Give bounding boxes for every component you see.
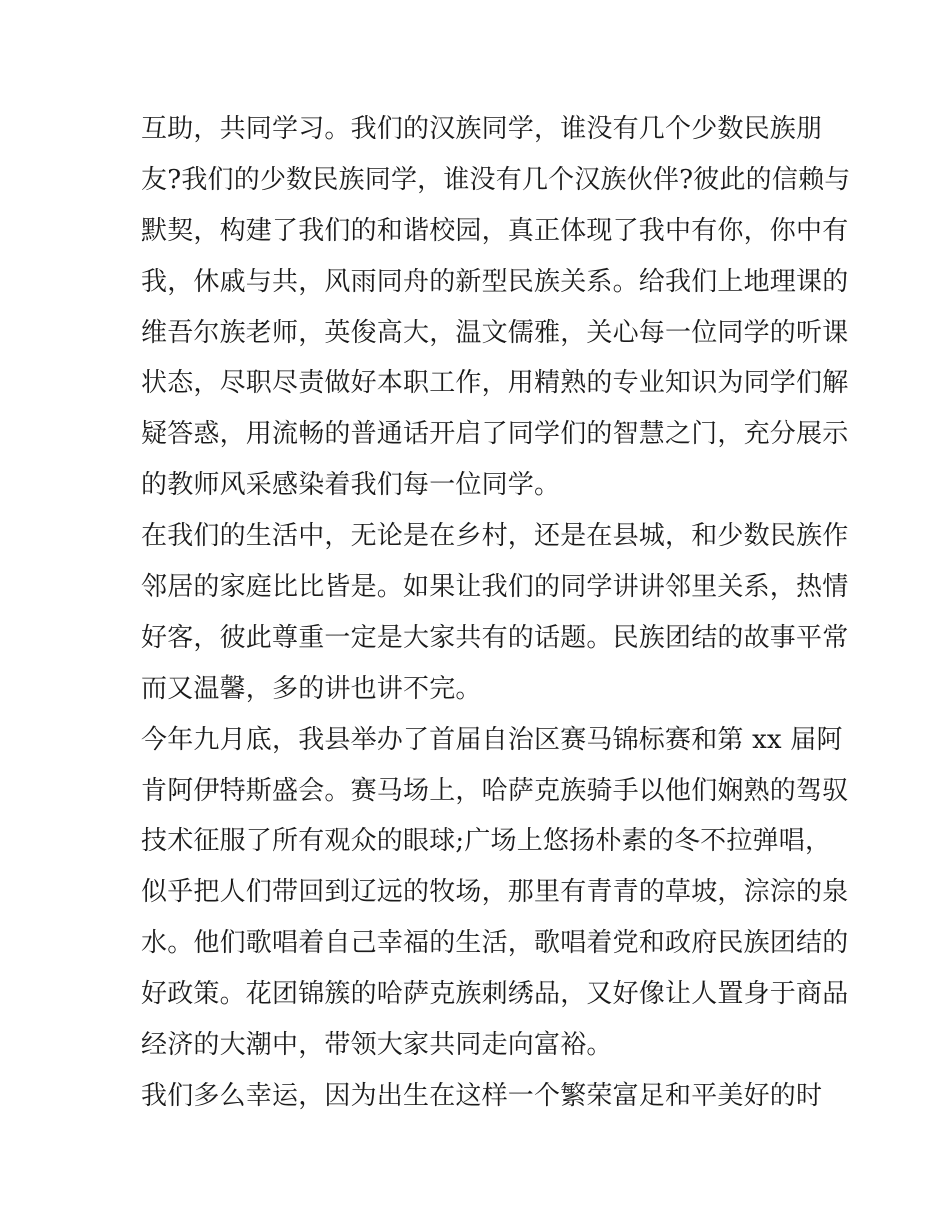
body-text [141, 104, 851, 1122]
text-line: 在我们的生活中，无论是在乡村，还是在县城，和少数民族作 [141, 521, 849, 552]
text-line: 经济的大潮中，带领大家共同走向富裕。 [141, 1030, 613, 1061]
text-line: 技术征服了所有观众的眼球;广场上悠扬朴素的冬不拉弹唱， [141, 826, 832, 857]
text-line: 邻居的家庭比比皆是。如果让我们的同学讲讲邻里关系，热情 [141, 572, 849, 603]
text-line: 好政策。花团锦簇的哈萨克族刺绣品，又好像让人置身于商品 [141, 979, 849, 1010]
text-line: 肯阿伊特斯盛会。赛马场上，哈萨克族骑手以他们娴熟的驾驭 [141, 775, 849, 806]
text-line: 疑答惑，用流畅的普通话开启了同学们的智慧之门，充分展示 [141, 419, 849, 450]
text-line: 而又温馨，多的讲也讲不完。 [141, 673, 482, 704]
text-line: 我们多么幸运，因为出生在这样一个繁荣富足和平美好的时 [141, 1080, 823, 1111]
text-line: 状态，尽职尽责做好本职工作，用精熟的专业知识为同学们解 [141, 368, 849, 399]
text-line: 互助，共同学习。我们的汉族同学，谁没有几个少数民族朋 [141, 114, 823, 144]
text-line: 的教师风采感染着我们每一位同学。 [141, 470, 561, 501]
text-line: 默契，构建了我们的和谐校园，真正体现了我中有你，你中有 [141, 215, 849, 246]
text-line: 我，休戚与共，风雨同舟的新型民族关系。给我们上地理课的 [141, 266, 849, 297]
text-line: 好客，彼此尊重一定是大家共有的话题。民族团结的故事平常 [141, 622, 849, 653]
text-line: 似乎把人们带回到辽远的牧场，那里有青青的草坡，淙淙的泉 [141, 877, 849, 908]
text-line: 维吾尔族老师，英俊高大，温文儒雅，关心每一位同学的听课 [141, 317, 849, 348]
text-line: 友?我们的少数民族同学，谁没有几个汉族伙伴?彼此的信赖与 [141, 164, 851, 195]
text-line: 今年九月底，我县举办了首届自治区赛马锦标赛和第 xx 届阿 [141, 724, 843, 755]
text-line: 水。他们歌唱着自己幸福的生活，歌唱着党和政府民族团结的 [141, 928, 849, 959]
